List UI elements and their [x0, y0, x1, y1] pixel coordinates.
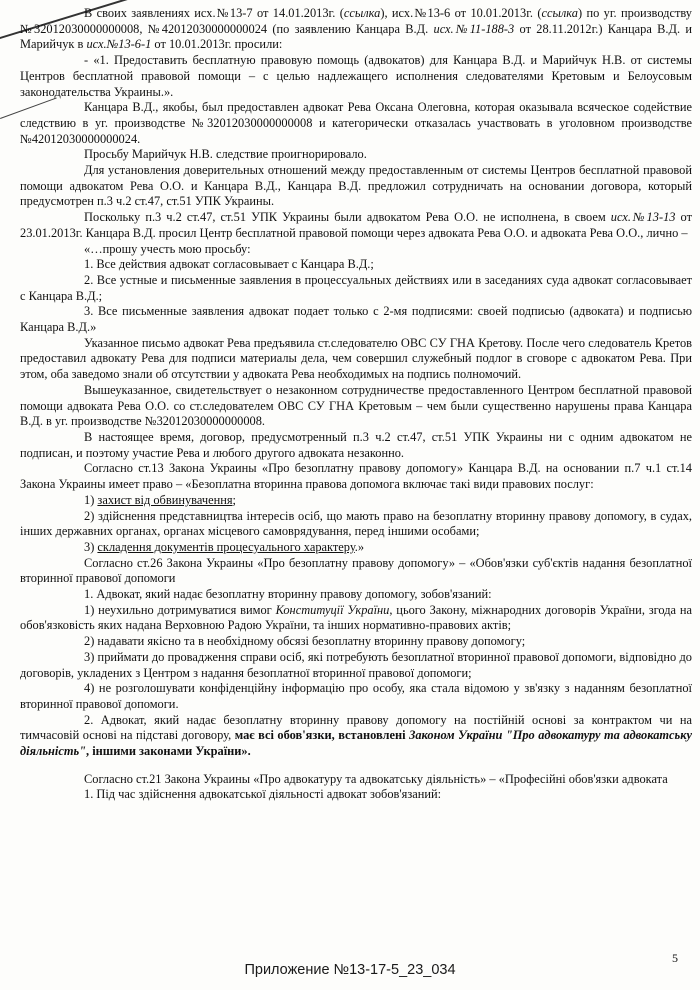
page-number: 5	[672, 951, 678, 965]
paragraph-p16	[20, 509, 692, 540]
text-segment: исх.№13-6-1	[86, 37, 152, 52]
paragraph-p17	[20, 540, 692, 556]
text-segment: от 28.11.2012г.) Канцара В.Д. и Марийчук в	[20, 21, 692, 52]
text-segment: Согласно ст.26 Закона Украины «Про безоплатну правову допомогу» – «Обов'язки суб'єктів надання безоплатної вторинної правової допомоги	[20, 555, 692, 586]
document-body	[20, 6, 692, 803]
appendix-footer: Приложение №13-17-5_23_034	[244, 962, 456, 978]
text-segment: ;	[232, 492, 236, 507]
text-segment: 2. Все устные и письменные заявления в процессуальных действиях или в заседаниях суда адвокат согласовывает с Канцара В.Д.;	[20, 272, 692, 303]
text-segment: 1. Під час здійснення адвокатської діяльності адвокат зобов'язаний:	[84, 787, 442, 802]
text-segment: захист від обвинувачення	[97, 492, 233, 507]
paragraph-p8	[20, 257, 692, 273]
text-segment: 2. Адвокат, який надає безоплатну вторинну правову допомогу на постійній основі за контрактом чи на тимчасовій основі на підставі договору,	[20, 712, 692, 743]
paragraph-p9	[20, 273, 692, 304]
text-segment: 2) здійснення представництва інтересів осіб, що мають право на безоплатну вторинну правову допомогу, в судах, інших державних органах, органах місцевого самоврядування, перед іншими особами;	[20, 508, 692, 539]
paragraph-p23	[20, 681, 692, 712]
text-segment: ссылка	[343, 6, 381, 20]
paragraph-p26	[20, 787, 692, 803]
paragraph-p13	[20, 430, 692, 461]
text-segment: Поскольку п.3 ч.2 ст.47, ст.51 УПК Украины были адвокатом Рева О.О. не исполнена, в своем	[84, 210, 611, 225]
text-segment: .»	[354, 539, 365, 554]
text-segment: исх.№11-188-3	[433, 21, 515, 36]
text-segment: Для установления доверительных отношений между предоставленным от системы Центров бесплатной правовой помощи адвокатом Рева О.О. и Канцара В.Д., Канцара В.Д. предложил сотрудничать на основании договора, который предусмотрен п.3 ч.2 ст.47, ст.51 УПК Украины.	[20, 163, 692, 209]
text-segment: 1. Адвокат, який надає безоплатну вторинну правову допомогу, зобов'язаний:	[84, 587, 492, 602]
paragraph-gap	[20, 760, 692, 772]
text-segment: В настоящее время, договор, предусмотренный п.3 ч.2 ст.47, ст.51 УПК Украины ни с одним адвокатом не подписан, и поэтому участие Рева и любого другого адвоката незаконно.	[20, 429, 692, 460]
text-segment: Указанное письмо адвокат Рева предъявила ст.следователю ОВС СУ ГНА Кретову. После чего следователь Кретов предоставил адвокату Рева для подписи материалы дела, чем совершил служебный подлог в сговоре с адвокатом Рева. При этом, оба заведомо знали об отсутствии у адвоката Рева необходимых на подпись полномочий.	[20, 335, 692, 382]
text-segment: Канцара В.Д., якобы, был предоставлен адвокат Рева Оксана Олеговна, которая оказывала всяческое содействие следствию в уг. производстве №32012030000000008 и категорически отказалась участвовать в уголовном производстве №42012030000000024.	[20, 100, 692, 146]
paragraph-p2	[20, 53, 692, 100]
text-segment: от 23.01.2013г. Канцара В.Д. просил Центр бесплатной правовой помощи через адвоката Рева О.О. и адвоката Рева О.О., лично –	[20, 210, 692, 240]
paragraph-p1	[20, 6, 692, 53]
text-segment: Согласно ст.21 Закона Украины «Про адвокатуру та адвокатську діяльність» – «Професійні обов'язки адвоката	[84, 771, 668, 786]
paragraph-p5	[20, 163, 692, 210]
text-segment: складення документів процесуального характеру	[97, 539, 355, 554]
text-segment: Просьбу Марийчук Н.В. следствие проигнорировало.	[84, 147, 367, 162]
text-segment: 3. Все письменные заявления адвокат подает только с 2-мя подписями: своей подписью (адвоката) и подписью Канцара В.Д.»	[20, 304, 692, 335]
text-segment: - «1. Предоставить бесплатную правовую помощь (адвокатов) для Канцара В.Д. и Марийчук Н.В. от системы Центров бесплатной правовой помощи – с целью надлежащего исполнения следователями Кретовым и Белоусовым законодательства Украины.».	[20, 53, 692, 99]
paragraph-p15	[20, 493, 692, 509]
text-segment: ), исх.№13-6 от 10.01.2013г. (	[380, 6, 542, 20]
text-segment: Согласно ст.13 Закона Украины «Про безоплатну правову допомогу» Канцара В.Д. на основании п.7 ч.1 ст.14 Закона Украины имеет право – «Безоплатна вторинна правова допомога включає такі види правових послуг:	[20, 461, 692, 492]
text-segment: исх.№13-13	[610, 210, 676, 225]
paragraph-p24	[20, 713, 692, 760]
paragraph-p11	[20, 336, 692, 383]
text-segment: має всі обов'язки, встановлені	[234, 728, 406, 743]
text-segment: Вышеуказанное, свидетельствует о незаконном сотрудничестве предоставленного Центром бесплатной правовой помощи адвоката Рева О.О. со ст.следователем ОВС СУ ГНА Кретовым – чем были существенно нарушены права Канцара В.Д. в уг. производстве №32012030000000008.	[20, 382, 692, 429]
paragraph-p22	[20, 650, 692, 681]
paragraph-p10	[20, 304, 692, 335]
text-segment: ссылка	[541, 6, 578, 20]
paragraph-p19	[20, 587, 692, 603]
text-segment: , іншими законами України».	[86, 744, 251, 759]
text-segment: «…прошу учесть мою просьбу:	[84, 241, 251, 256]
text-segment: Законом України "Про адвокатуру та адвокатську діяльність"	[20, 728, 692, 759]
text-segment: Конституції України	[275, 602, 390, 617]
paragraph-p25	[20, 772, 692, 788]
paragraph-p4	[20, 147, 692, 163]
text-segment: , цього Закону, міжнародних договорів України, згода на обов'язковість яких надана Верховною Радою України, та інших нормативно-правових актів;	[20, 602, 692, 633]
paragraph-p18	[20, 556, 692, 587]
text-segment: ) по уг. производству №32012030000000008, №42012030000000024 (по заявлению Канцара В.Д.	[20, 6, 692, 36]
paragraph-p20	[20, 603, 692, 634]
text-segment: 4) не розголошувати конфіденційну інформацію про особу, яка стала відомою у зв'язку з наданням безоплатної вторинної правової допомоги.	[20, 681, 692, 711]
text-segment: 2) надавати якісно та в необхідному обсязі безоплатну вторинну правову допомогу;	[84, 634, 526, 649]
text-segment: 1. Все действия адвокат согласовывает с Канцара В.Д.;	[84, 257, 374, 272]
paragraph-p12	[20, 383, 692, 430]
paragraph-p7	[20, 242, 692, 258]
paragraph-p21	[20, 634, 692, 650]
text-segment: 1)	[84, 492, 98, 507]
text-segment: 3)	[84, 539, 98, 554]
text-segment: 1) неухильно дотримуватися вимог	[84, 602, 276, 617]
paragraph-p14	[20, 461, 692, 492]
text-segment: от 10.01.2013г. просили:	[151, 37, 283, 52]
paragraph-p6	[20, 210, 692, 241]
text-segment: 3) приймати до провадження справи осіб, які потребують безоплатної вторинної правової допомоги, відповідно до договорів, укладених з Центром з надання безоплатної вторинної правової допомоги;	[20, 649, 692, 680]
text-segment: В своих заявлениях исх.№13-7 от 14.01.2013г. (	[84, 6, 344, 20]
paragraph-p3	[20, 100, 692, 147]
